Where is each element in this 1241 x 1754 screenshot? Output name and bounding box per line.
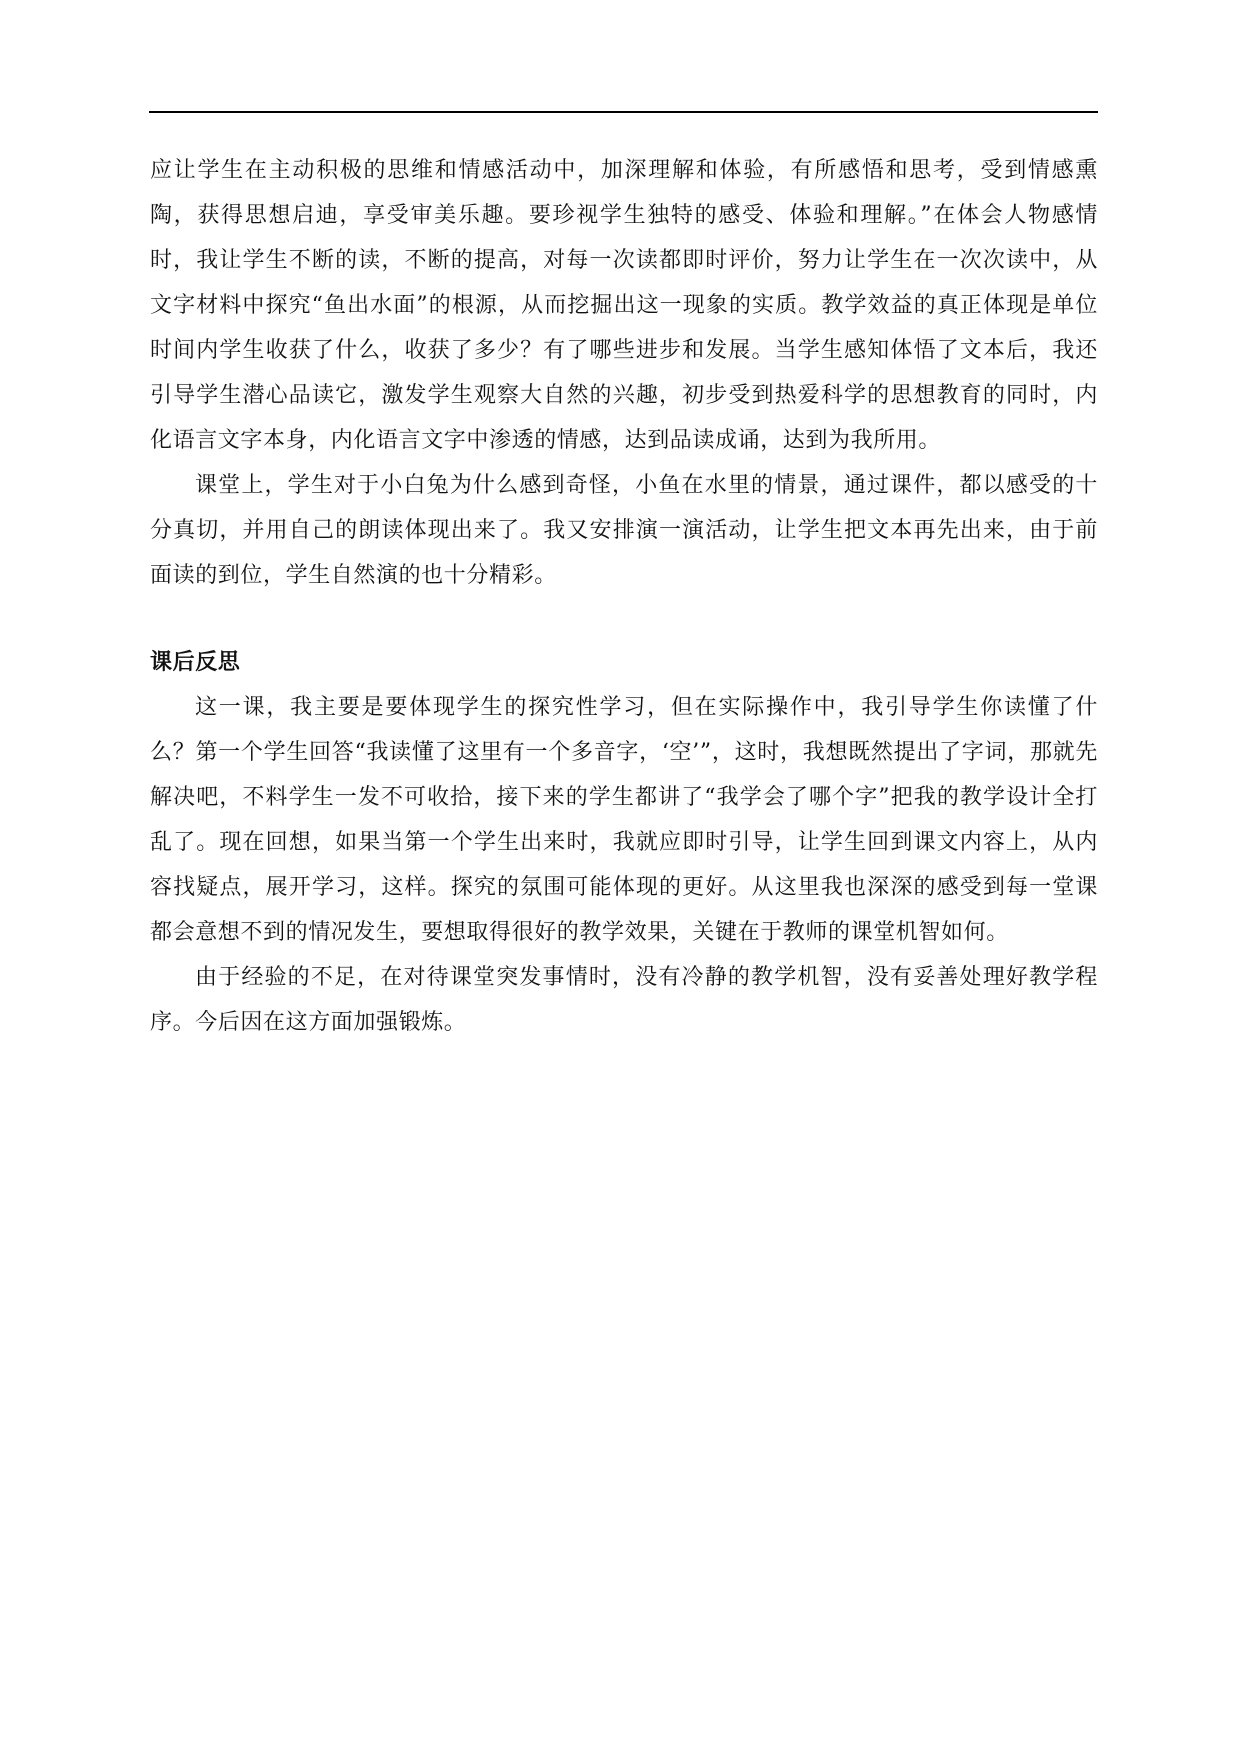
- paragraph: 应让学生在主动积极的思维和情感活动中，加深理解和体验，有所感悟和思考，受到情感熏陶，获得思想启迪，享受审美乐趣。要珍视学生独特的感受、体验和理解。”在体会人物感情时，我让学生不断的读，不断的提高，对每一次读都即时评价，努力让学生在一次次读中，从文字材料中探究“鱼出水面”的根源，从而挖掘出这一现象的实质。教学效益的真正体现是单位时间内学生收获了什么，收获了多少？有了哪些进步和发展。当学生感知体悟了文本后，我还引导学生潜心品读它，激发学生观察大自然的兴趣，初步受到热爱科学的思想教育的同时，内化语言文字本身，内化语言文字中渗透的情感，达到品读成诵，达到为我所用。: [150, 158, 1098, 453]
- document-body: [150, 148, 1098, 1045]
- paragraph: 课堂上，学生对于小白兔为什么感到奇怪，小鱼在水里的情景，通过课件，都以感受的十分真切，并用自己的朗读体现出来了。我又安排演一演活动，让学生把文本再先出来，由于前面读的到位，学生自然演的也十分精彩。: [150, 473, 1098, 588]
- section-heading: 课后反思: [150, 649, 241, 675]
- paragraph: 这一课，我主要是要体现学生的探究性学习，但在实际操作中，我引导学生你读懂了什么？第一个学生回答“我读懂了这里有一个多音字，‘空’”，这时，我想既然提出了字词，那就先解决吧，不料学生一发不可收拾，接下来的学生都讲了“我学会了哪个字”把我的教学设计全打乱了。现在回想，如果当第一个学生出来时，我就应即时引导，让学生回到课文内容上，从内容找疑点，展开学习，这样。探究的氛围可能体现的更好。从这里我也深深的感受到每一堂课都会意想不到的情况发生，要想取得很好的教学效果，关键在于教师的课堂机智如何。: [150, 695, 1098, 945]
- paragraph: 由于经验的不足，在对待课堂突发事情时，没有冷静的教学机智，没有妥善处理好教学程序。今后因在这方面加强锻炼。: [150, 965, 1098, 1035]
- header-rule: [149, 111, 1098, 113]
